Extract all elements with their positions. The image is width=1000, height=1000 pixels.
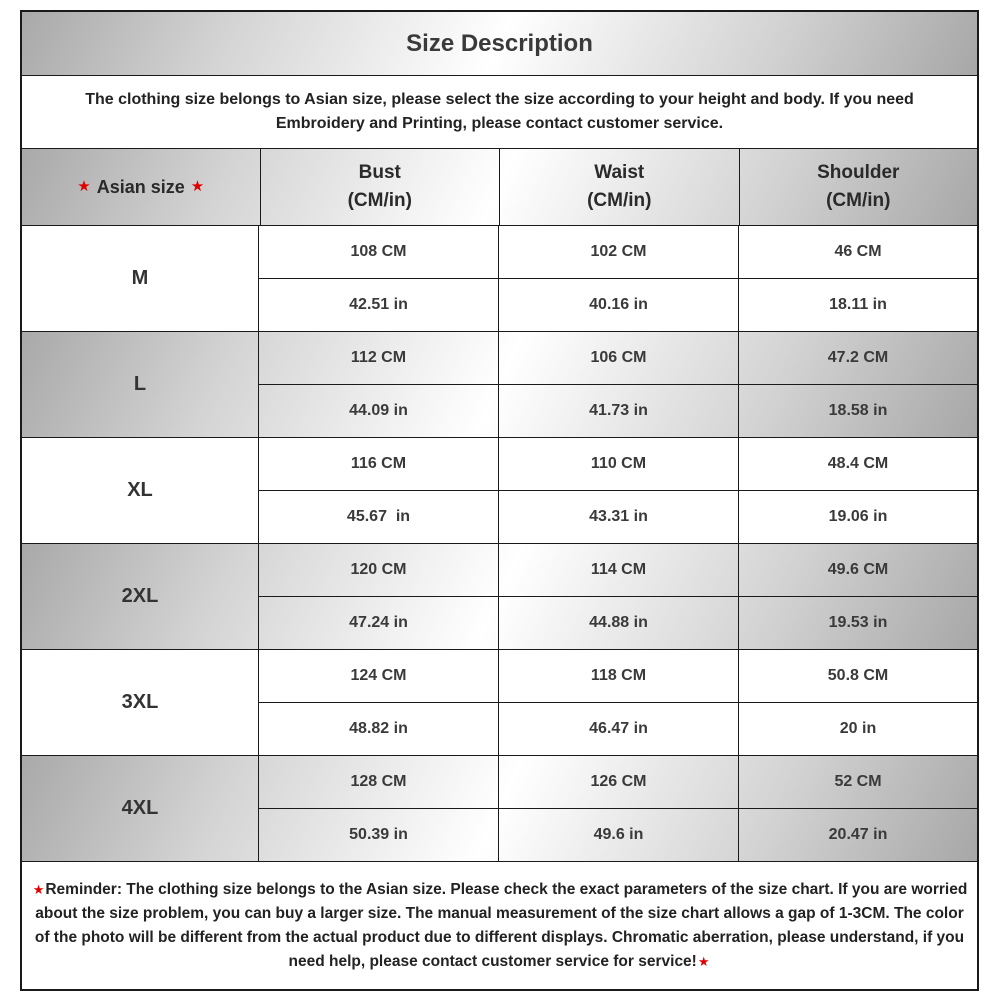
size-name: XL	[22, 438, 259, 543]
header-shoulder	[740, 149, 978, 225]
header-waist-name: Waist	[594, 162, 645, 183]
size-row-4xl	[22, 756, 977, 862]
header-bust	[261, 149, 501, 225]
bust-in: 50.39 in	[259, 809, 499, 861]
bust-in: 42.51 in	[259, 279, 499, 331]
shoulder-cm: 52 CM	[834, 773, 882, 790]
in-row	[259, 809, 977, 861]
header-bust-unit: (CM/in)	[347, 190, 412, 211]
waist-cm: 118 CM	[499, 650, 739, 702]
in-row	[259, 491, 977, 543]
waist-in: 46.47 in	[499, 703, 739, 755]
shoulder-in: 20 in	[839, 720, 877, 737]
cm-row	[259, 226, 977, 279]
waist-cm: 102 CM	[499, 226, 739, 278]
bust-cm: 112 CM	[259, 332, 499, 384]
star-icon: ★	[32, 881, 45, 897]
bust-in: 48.82 in	[259, 703, 499, 755]
waist-in: 40.16 in	[499, 279, 739, 331]
waist-in: 41.73 in	[499, 385, 739, 437]
size-row-2xl	[22, 544, 977, 650]
chart-title-text: Size Description	[406, 29, 593, 57]
bust-cm: 108 CM	[259, 226, 499, 278]
shoulder-cm: 46 CM	[834, 243, 882, 260]
waist-in: 44.88 in	[499, 597, 739, 649]
in-row	[259, 597, 977, 649]
size-name: 3XL	[22, 650, 259, 755]
cm-row	[259, 650, 977, 703]
bust-cm: 116 CM	[259, 438, 499, 490]
table-header	[22, 149, 977, 226]
in-row	[259, 279, 977, 331]
reminder-text: Reminder: The clothing size belongs to the Asian size. Please check the exact parameters of the size chart. If you are worried about the size problem, you can buy a larger size. The manual measurement of the size chart allows a gap of 1-3CM. The color of the photo will be different from the actual product due to different displays. Chromatic aberration, please understand, if you need help, please contact customer service for service!	[34, 880, 968, 970]
waist-cm: 126 CM	[499, 756, 739, 808]
bust-cm: 120 CM	[259, 544, 499, 596]
shoulder-cm: 49.6 CM	[827, 561, 889, 578]
reminder-note	[22, 862, 977, 989]
bust-cm: 124 CM	[259, 650, 499, 702]
star-icon: ★	[190, 178, 205, 195]
in-row	[259, 385, 977, 437]
cm-row	[259, 756, 977, 809]
size-name: 2XL	[22, 544, 259, 649]
header-waist	[500, 149, 740, 225]
bust-cm: 128 CM	[259, 756, 499, 808]
cm-row	[259, 332, 977, 385]
shoulder-in: 18.11 in	[829, 296, 887, 313]
size-chart	[20, 10, 979, 991]
size-row-l	[22, 332, 977, 438]
header-shoulder-name: Shoulder	[817, 162, 900, 183]
header-waist-unit: (CM/in)	[587, 190, 652, 211]
waist-cm: 114 CM	[499, 544, 739, 596]
header-shoulder-unit: (CM/in)	[826, 190, 891, 211]
header-size-cell	[22, 149, 261, 225]
shoulder-in: 20.47 in	[828, 826, 888, 843]
shoulder-cm: 47.2 CM	[827, 349, 889, 366]
star-icon: ★	[77, 178, 91, 195]
waist-cm: 106 CM	[499, 332, 739, 384]
shoulder-in: 18.58 in	[828, 402, 888, 419]
waist-in: 43.31 in	[499, 491, 739, 543]
waist-in: 49.6 in	[499, 809, 739, 861]
size-name: 4XL	[22, 756, 259, 861]
shoulder-in: 19.53 in	[828, 614, 888, 631]
intro-note	[22, 76, 977, 149]
shoulder-cm: 50.8 CM	[827, 667, 889, 684]
size-row-xl	[22, 438, 977, 544]
cm-row	[259, 438, 977, 491]
size-row-m	[22, 226, 977, 332]
shoulder-cm: 48.4 CM	[827, 455, 889, 472]
in-row	[259, 703, 977, 755]
size-name: L	[22, 332, 259, 437]
header-size-label: Asian size	[96, 177, 185, 197]
size-row-3xl	[22, 650, 977, 756]
star-icon: ★	[697, 953, 710, 969]
chart-title	[22, 12, 977, 76]
header-bust-name: Bust	[358, 162, 401, 183]
intro-text: The clothing size belongs to Asian size, please select the size according to your height and body. If you need Embroidery and Printing, please contact customer service.	[85, 91, 914, 132]
bust-in: 47.24 in	[259, 597, 499, 649]
bust-in: 44.09 in	[259, 385, 499, 437]
shoulder-in: 19.06 in	[828, 508, 888, 525]
waist-cm: 110 CM	[499, 438, 739, 490]
size-name: M	[22, 226, 259, 331]
bust-in: 45.67 in	[259, 491, 499, 543]
cm-row	[259, 544, 977, 597]
